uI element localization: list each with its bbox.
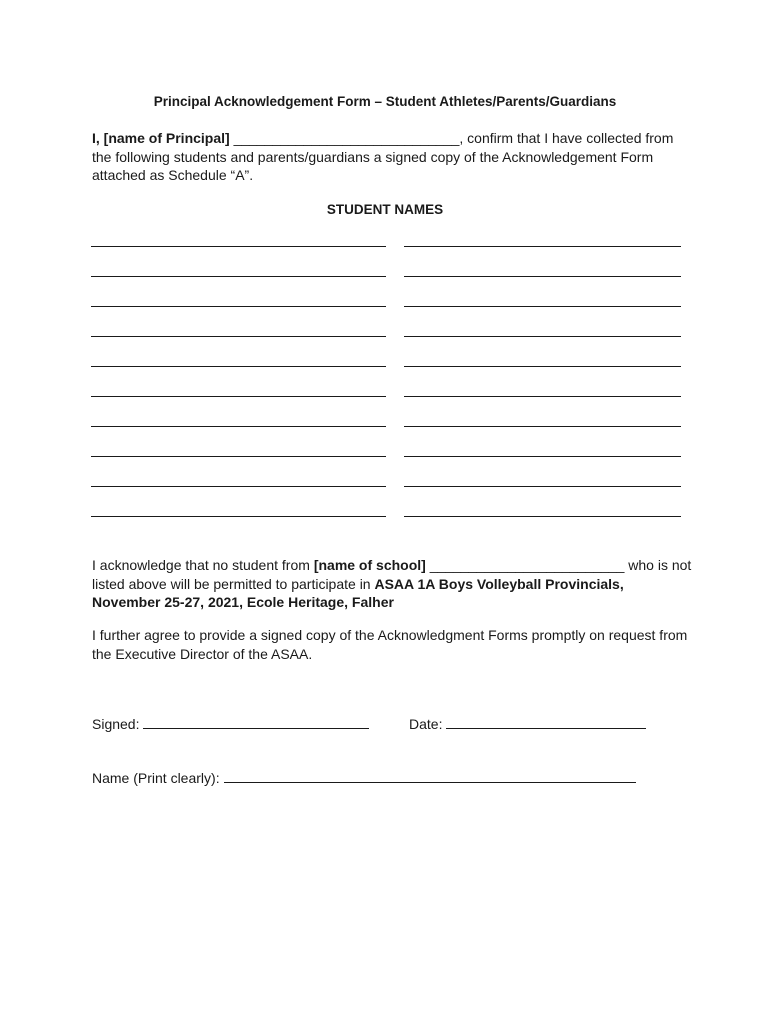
student-name-line-right[interactable] xyxy=(404,306,681,307)
student-name-row xyxy=(91,486,681,516)
print-name-line[interactable] xyxy=(224,770,636,783)
student-name-row xyxy=(91,366,681,396)
student-name-line-right[interactable] xyxy=(404,426,681,427)
student-name-line-right[interactable] xyxy=(404,246,681,247)
student-names-grid xyxy=(91,246,681,546)
school-name-label: [name of school] xyxy=(313,557,426,573)
principal-name-label: I, [name of Principal] xyxy=(92,130,230,146)
student-name-line-left[interactable] xyxy=(91,366,386,367)
student-name-line-left[interactable] xyxy=(91,306,386,307)
student-name-line-left[interactable] xyxy=(91,486,386,487)
principal-confirmation-paragraph xyxy=(92,129,692,185)
print-name-label: Name (Print clearly): xyxy=(92,770,220,786)
student-name-line-right[interactable] xyxy=(404,366,681,367)
form-title: Principal Acknowledgement Form – Student Athletes/Parents/Guardians xyxy=(153,94,617,109)
signature-line[interactable] xyxy=(143,716,369,729)
print-name-field xyxy=(92,769,636,787)
student-name-line-right[interactable] xyxy=(404,336,681,337)
acknowledgement-prefix: I acknowledge that no student from xyxy=(92,557,314,573)
student-name-row xyxy=(91,396,681,426)
student-name-line-left[interactable] xyxy=(91,336,386,337)
student-name-row xyxy=(91,336,681,366)
date-field xyxy=(409,715,646,733)
student-name-line-left[interactable] xyxy=(91,276,386,277)
student-name-line-left[interactable] xyxy=(91,516,386,517)
student-name-row xyxy=(91,456,681,486)
student-name-line-left[interactable] xyxy=(91,456,386,457)
date-line[interactable] xyxy=(446,716,646,729)
acknowledgement-paragraph xyxy=(92,556,692,612)
signed-label: Signed: xyxy=(92,716,140,732)
school-name-blank[interactable]: _________________________ xyxy=(425,557,625,573)
student-name-line-right[interactable] xyxy=(404,276,681,277)
confirmation-text: , confirm that I have collected from the following students and parents/guardians a signed copy of the Acknowledgement Form attached as Schedule “A”. xyxy=(92,130,674,183)
student-name-row xyxy=(91,426,681,456)
student-name-line-left[interactable] xyxy=(91,426,386,427)
student-names-heading: STUDENT NAMES xyxy=(326,202,444,217)
principal-name-blank[interactable]: _____________________________ xyxy=(229,130,460,146)
student-name-line-right[interactable] xyxy=(404,456,681,457)
student-name-line-left[interactable] xyxy=(91,396,386,397)
student-name-line-left[interactable] xyxy=(91,246,386,247)
student-name-line-right[interactable] xyxy=(404,516,681,517)
student-name-row xyxy=(91,276,681,306)
student-name-row xyxy=(91,516,681,546)
date-label: Date: xyxy=(409,716,443,732)
student-name-line-right[interactable] xyxy=(404,396,681,397)
signed-field xyxy=(92,715,369,733)
acknowledgement-middle: who is not listed above will be permitted to participate in xyxy=(92,557,692,592)
student-name-row xyxy=(91,246,681,276)
event-details: ASAA 1A Boys Volleyball Provincials, November 25-27, 2021, Ecole Heritage, Falher xyxy=(92,575,624,610)
student-name-line-right[interactable] xyxy=(404,486,681,487)
agreement-paragraph: I further agree to provide a signed copy of the Acknowledgment Forms promptly on request from the Executive Director of the ASAA. xyxy=(92,627,688,662)
student-name-row xyxy=(91,306,681,336)
